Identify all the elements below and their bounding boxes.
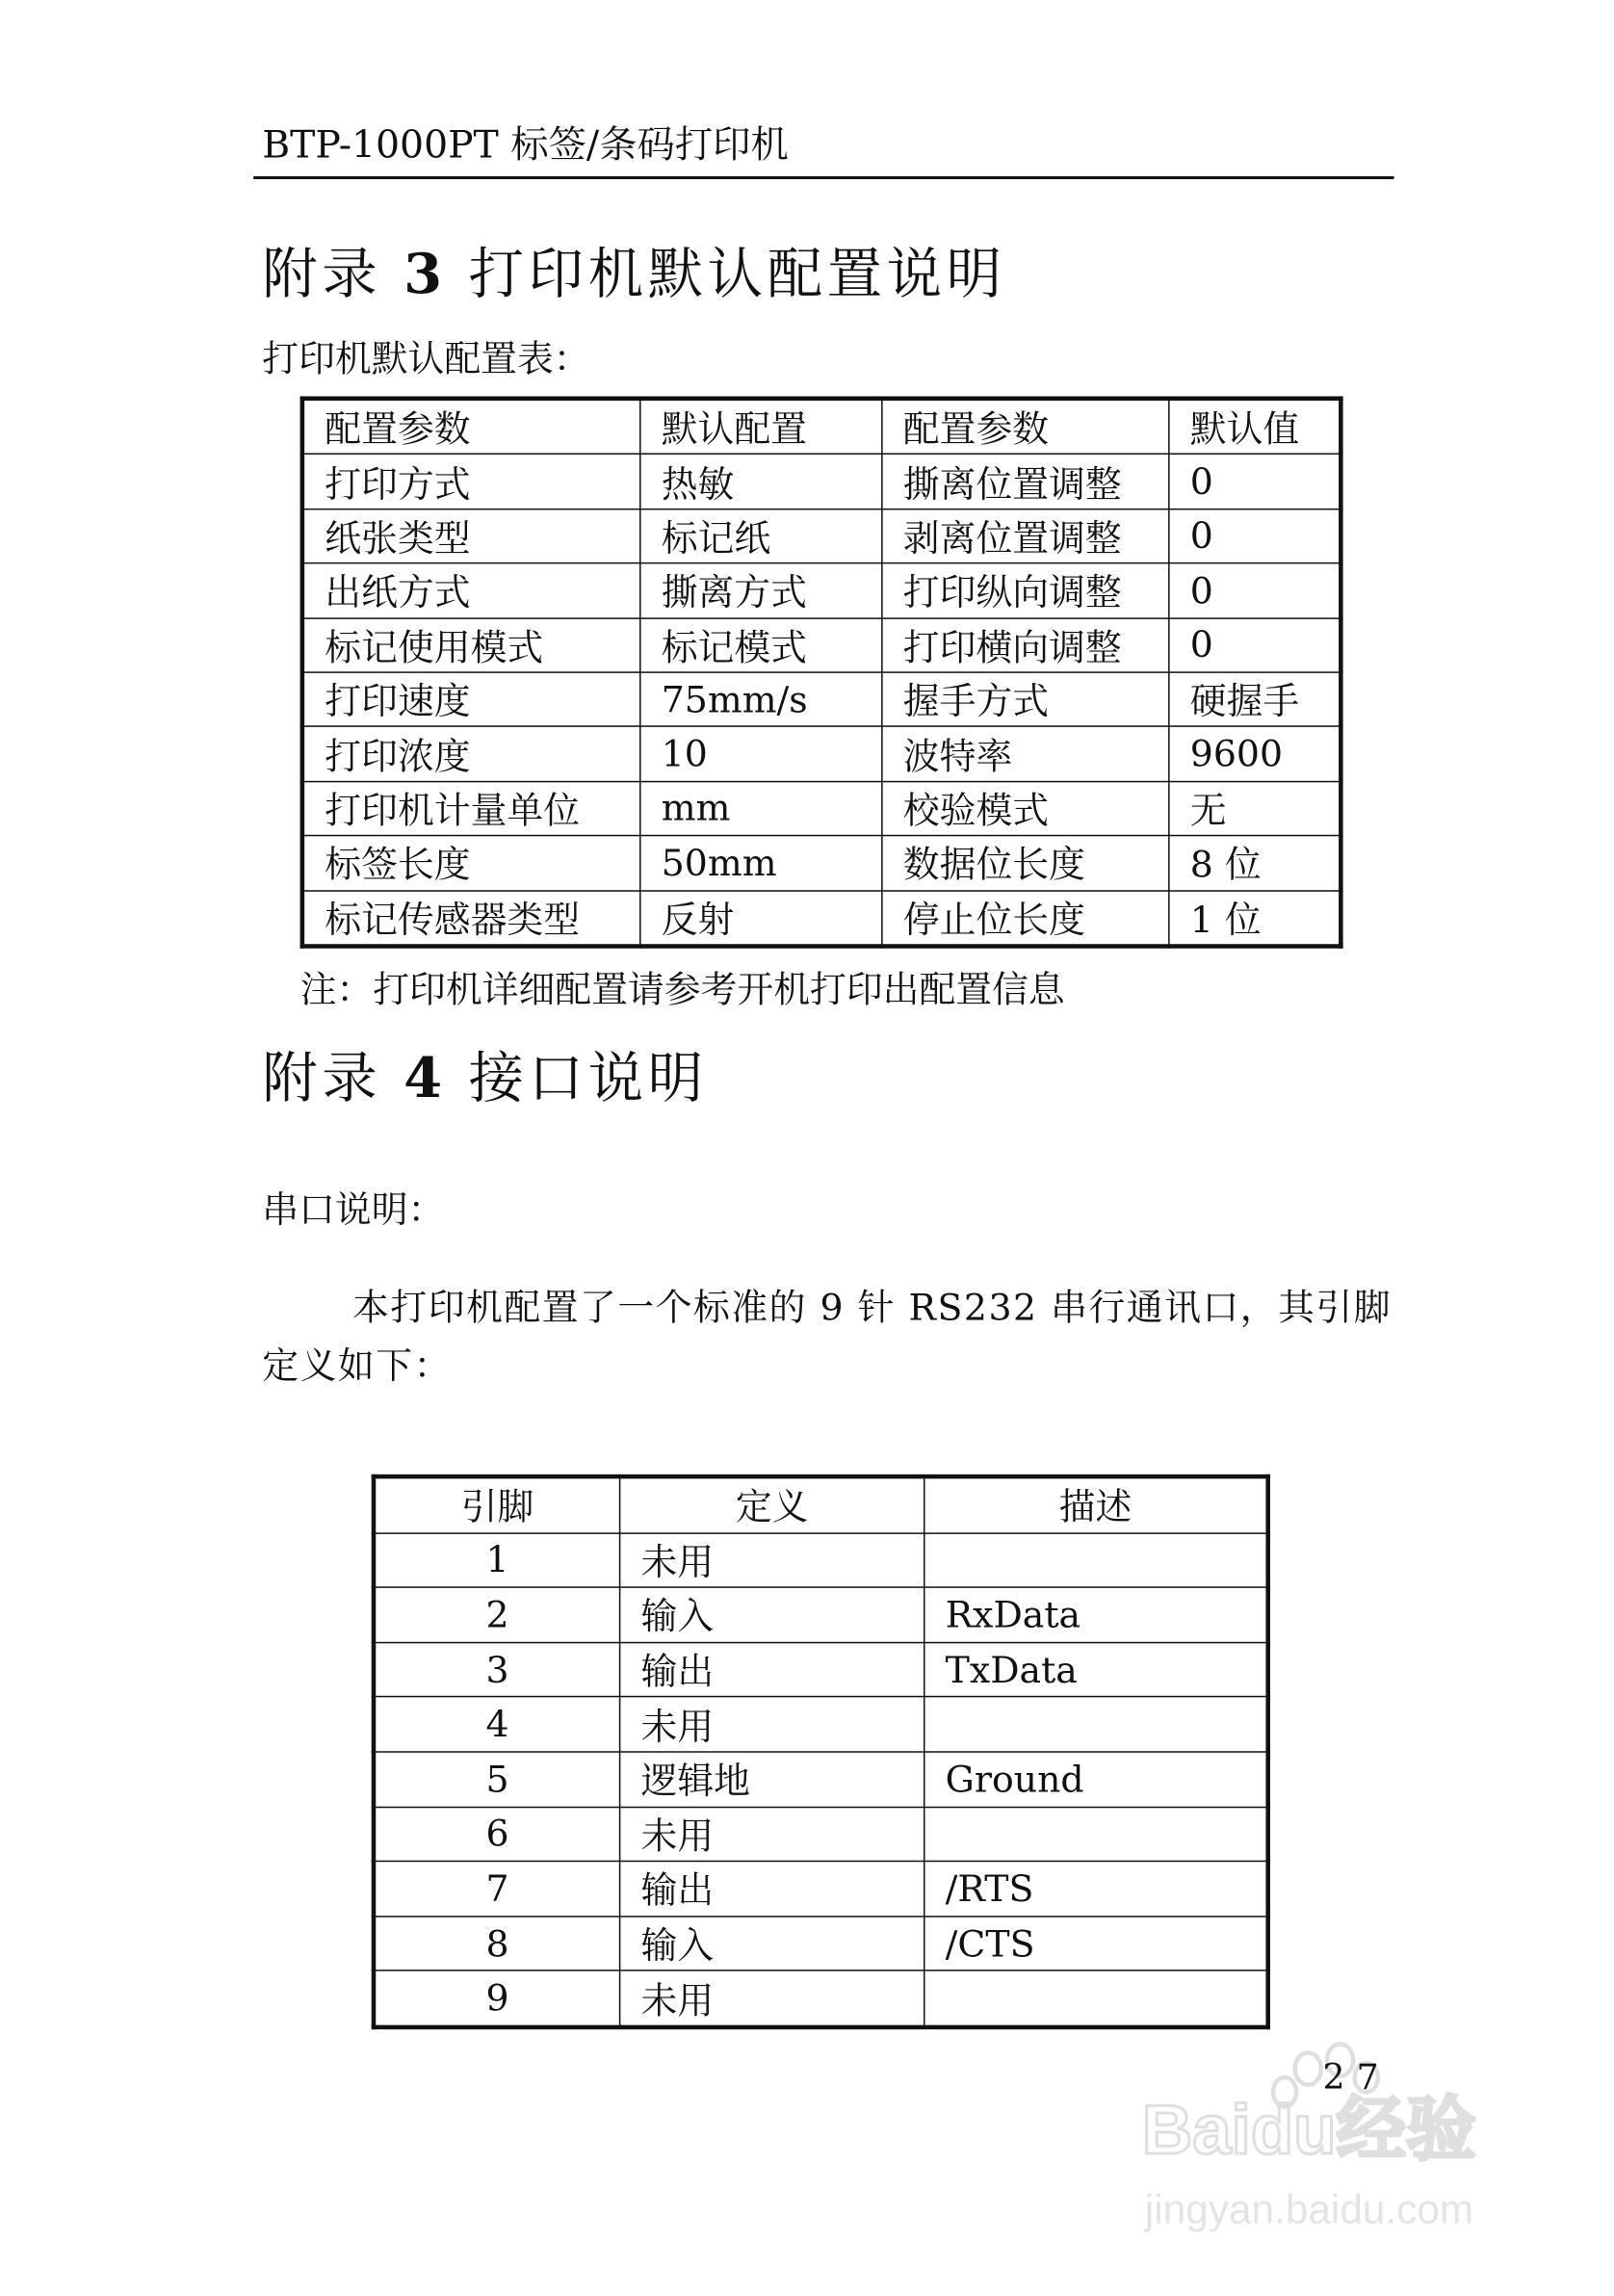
pin-table-row	[374, 1807, 1268, 1862]
pin-definition-cell: 输入	[620, 1587, 924, 1642]
config-cell: 硬握手	[1169, 672, 1341, 727]
pin-description-cell	[924, 1807, 1268, 1862]
appendix-3-heading-text: 打印机默认配置说明	[468, 242, 1006, 306]
watermark-url: jingyan.baidu.com	[1144, 2186, 1474, 2232]
config-header-cell: 配置参数	[302, 399, 640, 455]
config-table-row	[302, 836, 1341, 891]
pin-number-cell: 2	[374, 1587, 620, 1642]
pin-number-cell: 9	[374, 1970, 620, 2026]
pin-number-cell: 1	[374, 1533, 620, 1588]
config-cell: 0	[1169, 563, 1341, 618]
config-cell: 1 位	[1169, 890, 1341, 946]
config-cell: 标记纸	[640, 509, 882, 563]
appendix-4-number: 4	[404, 1044, 447, 1110]
pin-table-row	[374, 1642, 1268, 1697]
config-cell: 0	[1169, 509, 1341, 563]
config-cell: 9600	[1169, 727, 1341, 782]
config-table-row	[302, 509, 1341, 563]
config-cell: 0	[1169, 617, 1341, 672]
pin-definition-cell: 输出	[620, 1862, 924, 1917]
config-cell: 波特率	[882, 727, 1169, 782]
config-header-cell: 默认值	[1169, 399, 1341, 455]
pin-table-row	[374, 1970, 1268, 2026]
config-cell: 打印方式	[302, 455, 640, 509]
config-cell: mm	[640, 781, 882, 836]
config-cell: 75mm/s	[640, 672, 882, 727]
header-rule	[253, 176, 1393, 179]
config-cell: 反射	[640, 890, 882, 946]
config-cell: 无	[1169, 781, 1341, 836]
config-table-row	[302, 672, 1341, 727]
config-cell: 50mm	[640, 836, 882, 891]
config-header-cell: 默认配置	[640, 399, 882, 455]
pin-description-cell: /RTS	[924, 1862, 1268, 1917]
pin-description-cell: RxData	[924, 1587, 1268, 1642]
appendix-4-heading-text: 接口说明	[468, 1046, 708, 1110]
config-cell: 撕离方式	[640, 563, 882, 618]
pin-table-header-row	[374, 1476, 1268, 1532]
config-table-header-row	[302, 399, 1341, 455]
pin-definition-cell: 输入	[620, 1917, 924, 1971]
config-cell: 打印横向调整	[882, 617, 1169, 672]
pin-table-row	[374, 1587, 1268, 1642]
appendix-3-number: 3	[404, 240, 447, 306]
running-header: BTP-1000PT 标签/条码打印机	[262, 123, 789, 168]
config-cell: 打印机计量单位	[302, 781, 640, 836]
default-config-table	[300, 396, 1343, 948]
pin-table-row	[374, 1752, 1268, 1807]
config-cell: 标签长度	[302, 836, 640, 891]
pin-definition-cell: 未用	[620, 1970, 924, 2026]
pin-number-cell: 4	[374, 1697, 620, 1752]
pin-table-row	[374, 1697, 1268, 1752]
config-cell: 剥离位置调整	[882, 509, 1169, 563]
pin-table-row	[374, 1533, 1268, 1588]
pin-description-cell: Ground	[924, 1752, 1268, 1807]
config-cell: 打印浓度	[302, 727, 640, 782]
pin-table-row	[374, 1862, 1268, 1917]
pin-number-cell: 6	[374, 1807, 620, 1862]
pin-number-cell: 8	[374, 1917, 620, 1971]
config-cell: 撕离位置调整	[882, 455, 1169, 509]
pin-number-cell: 3	[374, 1642, 620, 1697]
config-cell: 停止位长度	[882, 890, 1169, 946]
config-cell: 打印纵向调整	[882, 563, 1169, 618]
page-number: 27	[1322, 2056, 1391, 2099]
pin-header-cell: 定义	[620, 1476, 924, 1532]
config-cell: 纸张类型	[302, 509, 640, 563]
config-cell: 标记传感器类型	[302, 890, 640, 946]
pin-definition-cell: 输出	[620, 1642, 924, 1697]
config-table-row	[302, 455, 1341, 509]
pin-description-cell: TxData	[924, 1642, 1268, 1697]
config-table-row	[302, 617, 1341, 672]
config-cell: 10	[640, 727, 882, 782]
pin-definition-table	[372, 1474, 1270, 2029]
config-cell: 8 位	[1169, 836, 1341, 891]
config-cell: 数据位长度	[882, 836, 1169, 891]
appendix-4-prefix: 附录	[262, 1046, 382, 1110]
pin-table-row	[374, 1917, 1268, 1971]
appendix-3-prefix: 附录	[262, 242, 382, 306]
config-cell: 热敏	[640, 455, 882, 509]
config-header-cell: 配置参数	[882, 399, 1169, 455]
config-table-row	[302, 890, 1341, 946]
config-cell: 0	[1169, 455, 1341, 509]
pin-description-cell: /CTS	[924, 1917, 1268, 1971]
config-table-row	[302, 781, 1341, 836]
config-cell: 握手方式	[882, 672, 1169, 727]
appendix-4-title	[262, 1040, 707, 1116]
config-table-caption: 打印机默认配置表：	[262, 337, 590, 380]
pin-number-cell: 5	[374, 1752, 620, 1807]
pin-description-cell	[924, 1697, 1268, 1752]
pin-description-cell	[924, 1970, 1268, 2026]
serial-port-heading: 串口说明：	[262, 1188, 445, 1232]
pin-definition-cell: 未用	[620, 1533, 924, 1588]
pin-definition-cell: 未用	[620, 1807, 924, 1862]
pin-definition-cell: 逻辑地	[620, 1752, 924, 1807]
watermark-brand: Baidu经验	[1141, 2090, 1476, 2169]
config-cell: 标记模式	[640, 617, 882, 672]
pin-header-cell: 描述	[924, 1476, 1268, 1532]
config-table-row	[302, 563, 1341, 618]
pin-description-cell	[924, 1533, 1268, 1588]
config-cell: 出纸方式	[302, 563, 640, 618]
config-note: 注：打印机详细配置请参考开机打印出配置信息	[299, 968, 1065, 1011]
config-cell: 标记使用模式	[302, 617, 640, 672]
config-cell: 打印速度	[302, 672, 640, 727]
pin-number-cell: 7	[374, 1862, 620, 1917]
pin-header-cell: 引脚	[374, 1476, 620, 1532]
config-cell: 校验模式	[882, 781, 1169, 836]
serial-port-paragraph: 本打印机配置了一个标准的 9 针 RS232 串行通讯口，其引脚定义如下：	[262, 1286, 1393, 1388]
config-table-row	[302, 727, 1341, 782]
appendix-3-title	[262, 236, 1005, 312]
pin-definition-cell: 未用	[620, 1697, 924, 1752]
